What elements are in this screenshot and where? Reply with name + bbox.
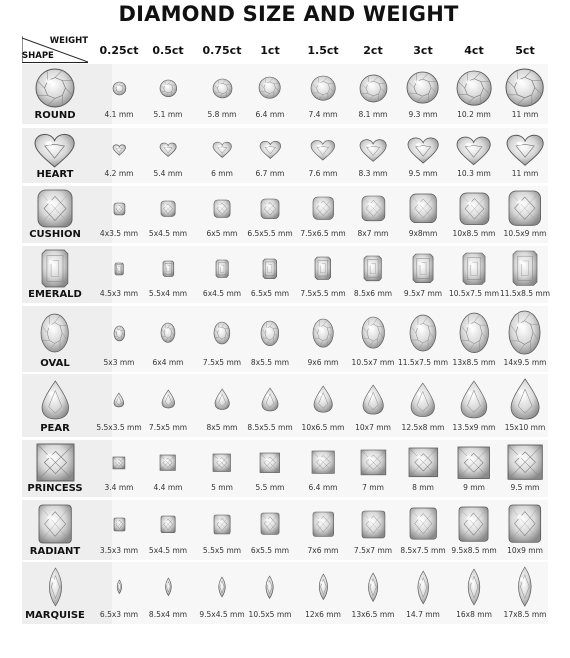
gem-pear-1_5ct [314,386,332,412]
gem-oval-5ct [509,311,540,354]
gem-heart-3ct [408,136,438,163]
size-label: 17x8.5 mm [503,610,547,619]
size-label: 8x7 mm [357,229,389,238]
shape-label-round: ROUND [34,110,76,121]
shape-label-marquise: MARQUISE [25,610,85,621]
size-label: 8.5x7.5 mm [400,546,446,555]
gem-emerald-1ct [263,259,277,279]
gem-cushion-4ct [460,193,489,225]
size-label: 4x3.5 mm [99,229,139,238]
gem-heart-0_5ct [160,142,176,157]
size-label: 8x5 mm [206,423,238,432]
size-label: 11.5x8.5 mm [499,289,551,298]
size-label: 16x8 mm [456,610,492,619]
radiant-shape-icon [39,505,71,543]
size-label: 14x9.5 mm [503,358,547,367]
gem-emerald-0_5ct [163,261,174,276]
size-label: 4.2 mm [104,169,134,178]
gem-marquise-4ct [465,569,483,605]
gem-heart-0_25ct [113,144,126,155]
gem-radiant-3ct [410,508,436,539]
size-label: 9.5x7 mm [403,289,443,298]
size-label: 14.7 mm [406,610,440,619]
gem-cushion-0_5ct [161,201,175,216]
size-label: 6.4 mm [255,110,285,119]
gem-radiant-5ct [509,505,541,542]
size-label: 11 mm [511,110,539,119]
size-label: 13x6.5 mm [351,610,395,619]
column-header-3ct: 3ct [413,44,433,57]
gem-radiant-4ct [459,507,488,541]
gem-oval-3ct [410,315,436,351]
gem-marquise-2ct [366,573,380,601]
size-label: 8 mm [412,483,434,492]
column-header-1_5ct: 1.5ct [307,44,339,57]
size-label: 6 mm [211,169,233,178]
gem-oval-0_5ct [161,323,175,342]
shape-axis-label: SHAPE [22,51,54,61]
size-label: 13x8.5 mm [452,358,496,367]
princess-shape-icon [37,444,74,481]
size-label: 6x4 mm [152,358,184,367]
gem-heart-5ct [507,133,543,165]
column-header-1ct: 1ct [260,44,280,57]
gem-cushion-0_25ct [114,203,125,215]
gem-heart-1ct [260,140,281,158]
gem-round-0_75ct [213,79,232,98]
size-label: 4.5x3 mm [99,289,139,298]
size-label: 5.5x4 mm [148,289,188,298]
gem-princess-0_75ct [213,454,231,472]
gem-princess-0_25ct [113,457,125,469]
gem-emerald-3ct [413,254,433,283]
size-label: 5 mm [211,483,233,492]
gem-pear-0_75ct [215,389,229,410]
gem-round-1_5ct [311,76,335,100]
column-header-0_25ct: 0.25ct [99,44,139,57]
gem-cushion-1ct [261,199,279,219]
gem-radiant-1ct [261,513,279,534]
size-label: 4.1 mm [104,110,134,119]
size-label: 7.5x5.5 mm [300,289,346,298]
size-label: 10.5x5 mm [248,610,292,619]
gem-round-0_5ct [160,80,177,97]
size-label: 13.5x9 mm [452,423,496,432]
heart-shape-icon [35,132,74,167]
size-label: 10x7 mm [355,423,391,432]
size-label: 9.3 mm [408,110,438,119]
gem-oval-4ct [460,313,489,353]
gem-princess-1_5ct [312,451,334,473]
corner-header [22,36,88,63]
emerald-shape-icon [42,250,68,287]
gem-round-0_25ct [113,82,126,95]
gem-round-5ct [506,69,543,106]
gem-oval-0_75ct [214,322,230,344]
gem-radiant-0_75ct [214,515,230,534]
column-header-5ct: 5ct [515,44,535,57]
size-label: 15x10 mm [504,423,546,432]
gem-marquise-0_5ct [164,578,173,596]
size-label: 11.5x7.5 mm [397,358,449,367]
shape-label-pear: PEAR [40,423,70,434]
shape-label-heart: HEART [36,169,74,180]
shape-label-princess: PRINCESS [27,483,83,494]
gem-emerald-4ct [463,253,485,285]
gem-heart-0_75ct [213,141,231,158]
gem-cushion-3ct [410,194,436,223]
gem-round-2ct [360,75,387,102]
gem-heart-1_5ct [311,139,335,160]
size-label: 8x5.5 mm [250,358,290,367]
gem-cushion-2ct [362,196,385,221]
gem-princess-1ct [260,453,280,473]
gem-cushion-1_5ct [313,197,334,219]
size-label: 5.5 mm [255,483,285,492]
marquise-shape-icon [46,568,65,606]
size-label: 5.1 mm [153,110,183,119]
chart-title: DIAMOND SIZE AND WEIGHT [118,2,459,26]
gem-marquise-3ct [415,571,431,604]
size-label: 6.7 mm [255,169,285,178]
size-label: 8.5x6 mm [353,289,393,298]
size-label: 9.5x8.5 mm [451,546,497,555]
cushion-shape-icon [38,190,72,227]
size-label: 10x6.5 mm [301,423,345,432]
size-label: 5x4.5 mm [148,546,188,555]
size-label: 7x6 mm [307,546,339,555]
gem-pear-2ct [363,385,383,414]
size-label: 7.5x7 mm [353,546,393,555]
gem-oval-1_5ct [313,319,333,347]
size-label: 6x4.5 mm [202,289,242,298]
size-label: 5x3 mm [103,358,135,367]
size-label: 10x9 mm [507,546,543,555]
size-label: 7 mm [362,483,384,492]
gem-marquise-0_75ct [217,577,227,597]
size-label: 8.1 mm [358,110,388,119]
size-label: 7.5x5 mm [148,423,188,432]
gem-radiant-0_25ct [114,518,125,531]
gem-princess-4ct [458,447,490,479]
gem-princess-2ct [361,450,386,475]
gem-heart-4ct [457,135,490,165]
size-label: 6.5x5.5 mm [247,229,293,238]
size-label: 8.3 mm [358,169,388,178]
size-label: 9 mm [463,483,485,492]
gem-round-4ct [457,71,491,105]
size-label: 8.5x4 mm [148,610,188,619]
size-label: 6x5.5 mm [250,546,290,555]
gem-emerald-5ct [513,251,537,285]
size-label: 9x8mm [408,229,438,238]
size-label: 9.5 mm [408,169,438,178]
column-header-4ct: 4ct [464,44,484,57]
gem-pear-5ct [511,379,539,419]
size-label: 10.5x7 mm [351,358,395,367]
gem-round-3ct [407,72,438,103]
size-label: 3.5x3 mm [99,546,139,555]
size-label: 6x5 mm [206,229,238,238]
gem-marquise-5ct [515,567,535,606]
gem-radiant-2ct [362,511,385,538]
shape-label-emerald: EMERALD [28,289,82,300]
size-label: 6.5x5 mm [250,289,290,298]
size-label: 5.5x5 mm [202,546,242,555]
size-label: 11 mm [511,169,539,178]
size-label: 9x6 mm [307,358,339,367]
gem-pear-0_5ct [162,390,175,408]
gem-oval-1ct [261,321,279,346]
size-label: 6.4 mm [308,483,338,492]
shape-label-cushion: CUSHION [29,229,81,240]
gem-marquise-1ct [264,576,275,598]
pear-shape-icon [42,381,69,419]
size-label: 7.5x5 mm [202,358,242,367]
gem-emerald-0_75ct [216,260,228,278]
gem-emerald-0_25ct [115,263,123,275]
size-label: 5.8 mm [207,110,237,119]
gem-marquise-1_5ct [317,574,330,600]
gem-pear-0_25ct [114,393,124,407]
column-header-0_5ct: 0.5ct [152,44,184,57]
size-label: 10.5x7.5 mm [448,289,500,298]
size-label: 10x8.5 mm [452,229,496,238]
gem-cushion-0_75ct [214,200,230,218]
gem-cushion-5ct [509,191,541,225]
size-label: 4.4 mm [153,483,183,492]
size-label: 3.4 mm [104,483,134,492]
size-label: 10.2 mm [457,110,491,119]
gem-radiant-0_5ct [161,516,175,533]
gem-round-1ct [259,77,280,98]
shape-label-radiant: RADIANT [29,546,81,557]
size-label: 5.4 mm [153,169,183,178]
column-header-2ct: 2ct [363,44,383,57]
gem-radiant-1_5ct [313,512,334,536]
size-label: 10.5x9 mm [503,229,547,238]
gem-pear-1ct [262,388,278,411]
gem-princess-3ct [409,448,438,477]
gem-emerald-1_5ct [315,257,331,279]
size-label: 10.3 mm [457,169,491,178]
size-label: 12x6 mm [305,610,341,619]
size-label: 5x4.5 mm [148,229,188,238]
gem-emerald-2ct [364,256,381,281]
gem-oval-0_25ct [114,326,125,341]
size-label: 5.5x3.5 mm [96,423,142,432]
shape-label-oval: OVAL [40,358,70,369]
size-label: 7.4 mm [308,110,338,119]
oval-shape-icon [41,314,68,352]
gem-marquise-0_25ct [116,580,123,594]
weight-axis-label: WEIGHT [49,36,88,46]
gem-pear-3ct [411,383,435,417]
round-shape-icon [36,69,74,107]
gem-heart-2ct [360,138,386,161]
gem-oval-2ct [362,317,384,348]
size-label: 7.5x6.5 mm [300,229,346,238]
gem-pear-4ct [461,381,487,418]
size-label: 8.5x5.5 mm [247,423,293,432]
size-label: 9.5 mm [510,483,540,492]
size-label: 7.6 mm [308,169,338,178]
gem-princess-5ct [508,445,542,479]
size-label: 6.5x3 mm [99,610,139,619]
size-label: 12.5x8 mm [401,423,445,432]
column-header-0_75ct: 0.75ct [202,44,242,57]
gem-princess-0_5ct [160,455,175,470]
size-label: 9.5x4.5 mm [199,610,245,619]
